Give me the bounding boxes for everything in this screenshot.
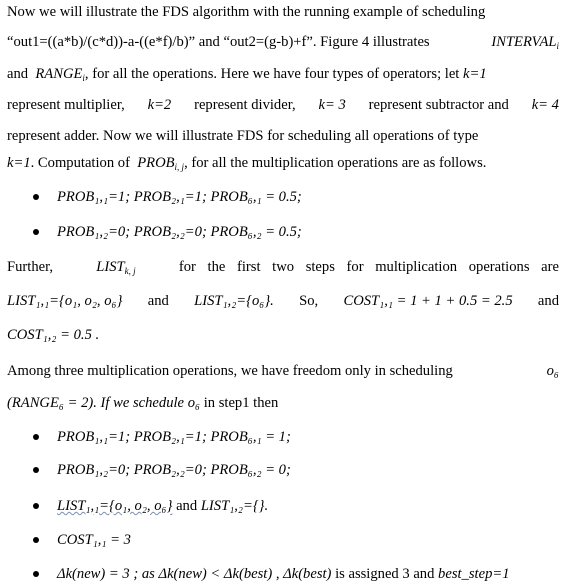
bullet-dot [33, 229, 39, 235]
para1-line3: and $RANGE_i$, for all the operations. Here we have four types of operators; let k=1 [7, 66, 487, 83]
para3-line1: Among three multiplication operations, we have freedom only in scheduling o₆ [7, 363, 559, 379]
para2-line3: COST₁,₂ = 0.5 . [7, 327, 100, 343]
prob-step2-after: PROB₁,₂=0; PROB₂,₂=0; PROB₆,₂ = 0; [57, 462, 291, 478]
bullet-dot [33, 194, 39, 200]
bullet-dot [33, 467, 39, 473]
prob-step1-before: PROB₁,₁=1; PROB₂,₁=1; PROB₆,₁ = 0.5; [57, 189, 302, 205]
bullet-dot [33, 503, 39, 509]
bullet-dot [33, 537, 39, 543]
para3-line2: (RANGE₆ = 2). If we schedule o₆ in step1 then [7, 395, 279, 411]
para1-line2: “out1=((a*b)/(c*d))-a-((e*f)/b)” and “out2=(g-b)+f”. Figure 4 illustrates $INTERVAL_i$ [7, 34, 559, 51]
para2-line1: Further, $LIST_{k, j}$ for the first two steps for multiplication operations are [7, 259, 559, 276]
para1-line1: Now we will illustrate the FDS algorithm with the running example of scheduling [7, 4, 486, 20]
para2-line2: LIST₁,₁={o₁, o₂, o₆} and LIST₁,₂={o₆}. So, COST₁,₁ = 1 + 1 + 0.5 = 2.5 and [7, 293, 559, 309]
list-after: LIST₁,₁={o₁, o₂, o₆} and LIST₁,₂={}. [57, 498, 269, 514]
prob-step1-after: PROB₁,₁=1; PROB₂,₁=1; PROB₆,₁ = 1; [57, 429, 291, 445]
delta-line: Δk(new) = 3 ; as Δk(new) < Δk(best) , Δk(best) is assigned 3 and best_step=1 [57, 566, 510, 582]
cost-after: COST₁,₁ = 3 [57, 532, 131, 548]
prob-step2-before: PROB₁,₂=0; PROB₂,₂=0; PROB₆,₂ = 0.5; [57, 224, 302, 240]
para1-line5: represent adder. Now we will illustrate FDS for scheduling all operations of type [7, 128, 479, 144]
bullet-dot [33, 434, 39, 440]
para1-line4: represent multiplier, k=2 represent divider, k= 3 represent subtractor and k= 4 [7, 97, 559, 113]
bullet-dot [33, 571, 39, 577]
para1-line6: k=1. Computation of $PROB_{i, j}$, for all the multiplication operations are as follows. [7, 155, 487, 172]
